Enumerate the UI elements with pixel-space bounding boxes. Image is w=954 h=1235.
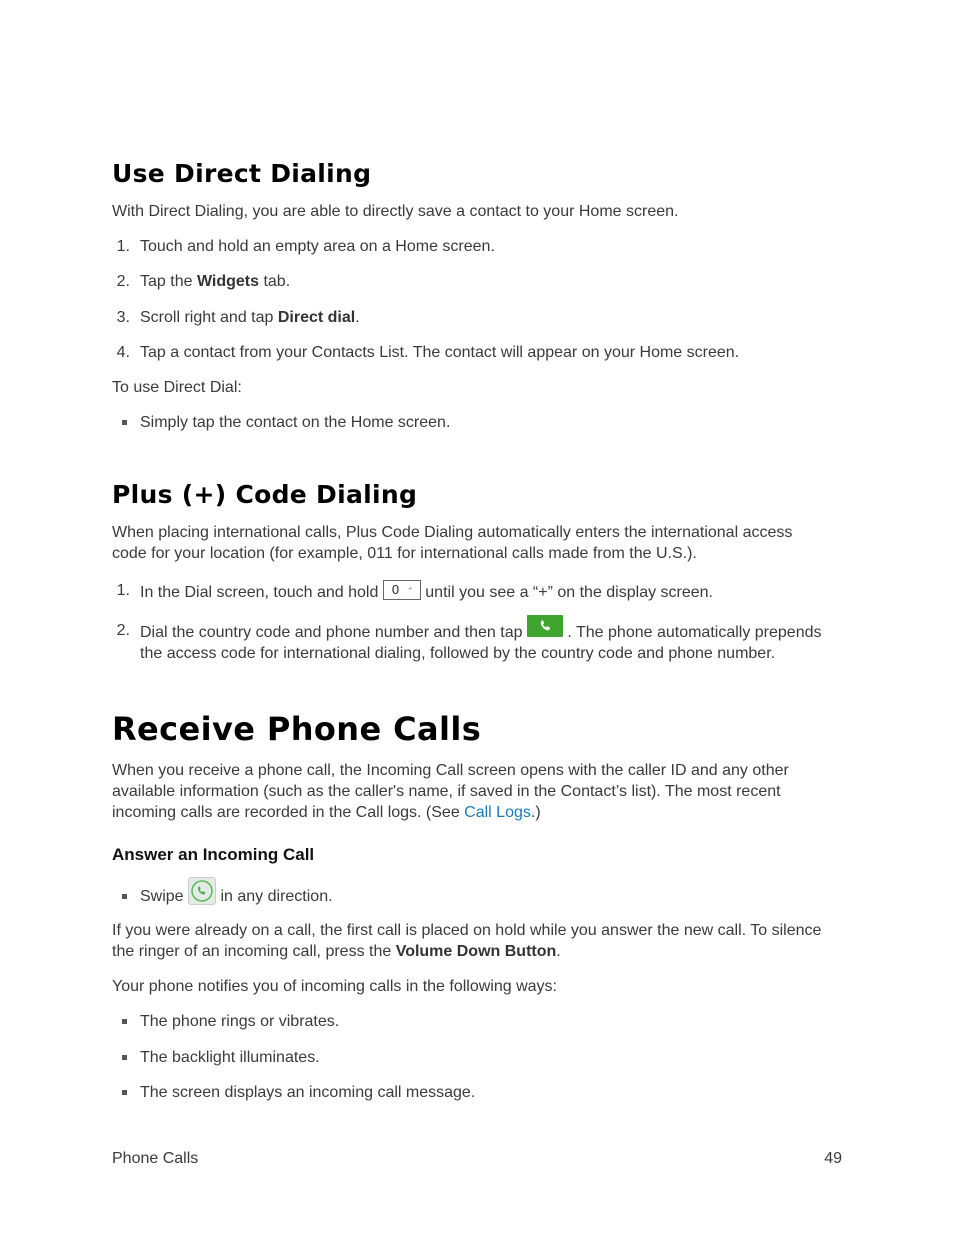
subheading-answer-call: Answer an Incoming Call xyxy=(112,845,315,864)
plus-code-intro-line1: When placing international calls, Plus Code Dialing automatically enters the international access xyxy=(112,524,793,541)
on-hold-line2: the ringer of an incoming call, press the Volume Down Button. xyxy=(112,943,561,960)
phone-call-icon xyxy=(527,615,563,637)
widgets-tab-label: Widgets xyxy=(196,273,260,290)
bullet-icon xyxy=(122,420,127,425)
to-use-direct-dial: To use Direct Dial: xyxy=(112,379,242,396)
page-number: 49 xyxy=(824,1150,842,1167)
bullet-icon xyxy=(122,1090,127,1095)
bullet-icon xyxy=(122,1019,127,1024)
direct-dialing-intro: With Direct Dialing, you are able to directly save a contact to your Home screen. xyxy=(112,203,679,220)
notify-intro: Your phone notifies you of incoming calls in the following ways: xyxy=(112,978,557,995)
receive-intro-line3: incoming calls are recorded in the Call logs. (See Call Logs.) xyxy=(112,804,541,821)
section-title-direct-dialing: Use Direct Dialing xyxy=(112,159,372,188)
volume-down-label: Volume Down Button xyxy=(395,943,557,960)
answer-call-icon xyxy=(188,877,216,905)
page-footer xyxy=(112,1150,842,1168)
footer-section-name: Phone Calls xyxy=(112,1150,199,1167)
section-title-plus-code: Plus (+) Code Dialing xyxy=(112,480,418,509)
direct-dial-label: Direct dial xyxy=(277,309,356,326)
bullet-icon xyxy=(122,1055,127,1060)
plus-code-intro-line2: code for your location (for example, 011 for international calls made from the U.S.). xyxy=(112,545,697,562)
on-hold-line1: If you were already on a call, the first call is placed on hold while you answer the new call. To silence xyxy=(112,922,822,939)
receive-intro-line2: available information (such as the caller's name, if saved in the Contact’s list). The most recent xyxy=(112,783,781,800)
call-logs-link[interactable]: Call Logs xyxy=(464,804,531,821)
zero-key-icon: 0 + xyxy=(383,580,421,600)
page-heading-receive-calls: Receive Phone Calls xyxy=(112,710,482,748)
receive-intro-line1: When you receive a phone call, the Incoming Call screen opens with the caller ID and any other xyxy=(112,762,789,779)
bullet-icon xyxy=(122,894,127,899)
